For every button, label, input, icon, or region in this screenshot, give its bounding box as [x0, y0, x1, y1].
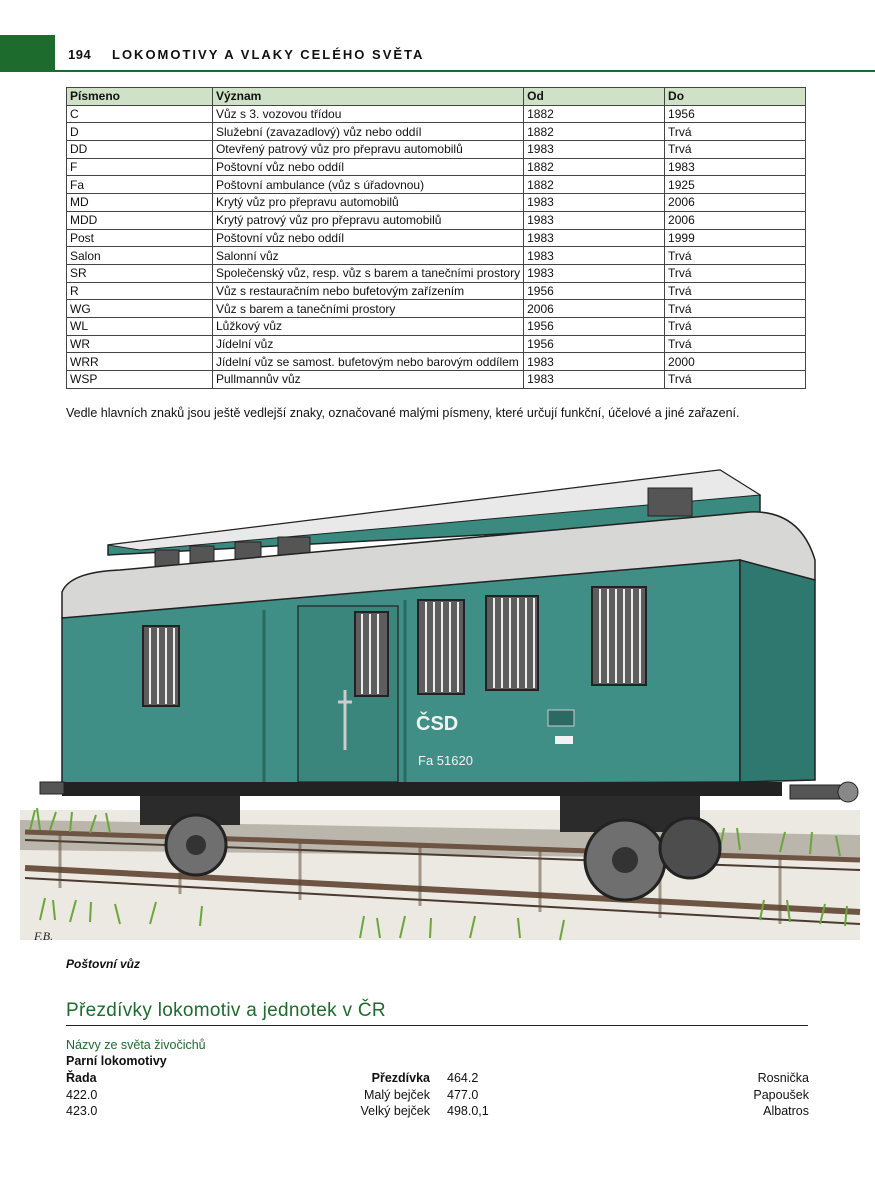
table-row: [67, 194, 806, 212]
cell-from: 1983: [524, 264, 665, 282]
table-row: [67, 282, 806, 300]
series-value: 423.0: [66, 1104, 98, 1118]
table-row: [67, 176, 806, 194]
cell-to: Trvá: [665, 371, 806, 389]
column-header-meaning: Význam: [212, 88, 523, 106]
cell-letter: WL: [67, 317, 213, 335]
series-header: Řada: [66, 1071, 97, 1085]
nickname-row: [447, 1103, 809, 1120]
cell-letter: WRR: [67, 353, 213, 371]
cell-letter: R: [67, 282, 213, 300]
cell-meaning: Krytý patrový vůz pro přepravu automobilů: [212, 211, 523, 229]
cell-from: 1983: [524, 194, 665, 212]
cell-to: 1956: [665, 105, 806, 123]
nickname-value: Papoušek: [753, 1087, 809, 1102]
cell-to: 1999: [665, 229, 806, 247]
cell-from: 1882: [524, 158, 665, 176]
cell-meaning: Vůz s 3. vozovou třídou: [212, 105, 523, 123]
cell-meaning: Vůz s restauračním nebo bufetovým zařízením: [212, 282, 523, 300]
cell-meaning: Poštovní ambulance (vůz s úřadovnou): [212, 176, 523, 194]
cell-from: 1882: [524, 123, 665, 141]
table-row: [67, 264, 806, 282]
section-title: Přezdívky lokomotiv a jednotek v ČR: [66, 1000, 386, 1021]
cell-meaning: Salonní vůz: [212, 247, 523, 265]
cell-to: Trvá: [665, 335, 806, 353]
cell-to: Trvá: [665, 141, 806, 159]
series-value: 464.2: [447, 1071, 479, 1085]
nickname-row: [447, 1070, 809, 1087]
illustration-caption: Poštovní vůz: [66, 957, 141, 971]
underframe: [62, 782, 782, 796]
cell-to: 2006: [665, 194, 806, 212]
column-header-from: Od: [524, 88, 665, 106]
cell-to: 1983: [665, 158, 806, 176]
nickname-row: [66, 1087, 430, 1104]
subhead-steam: Parní lokomotivy: [66, 1054, 167, 1068]
cell-meaning: Pullmannův vůz: [212, 371, 523, 389]
cell-meaning: Služební (zavazadlový) vůz nebo oddíl: [212, 123, 523, 141]
cell-from: 1983: [524, 211, 665, 229]
cell-from: 1983: [524, 353, 665, 371]
table-row: [67, 141, 806, 159]
cell-letter: D: [67, 123, 213, 141]
table-header-row: [67, 88, 806, 106]
series-value: 498.0,1: [447, 1104, 489, 1118]
cell-letter: Fa: [67, 176, 213, 194]
cell-to: Trvá: [665, 300, 806, 318]
cell-from: 1956: [524, 317, 665, 335]
cell-from: 1983: [524, 247, 665, 265]
header-rule: [55, 70, 875, 72]
cell-letter: MD: [67, 194, 213, 212]
note-text: Vedle hlavních znaků jsou ještě vedlejší znaky, označované malými písmeny, které určují funkční, účelové a jiné zařazení.: [66, 406, 740, 420]
page-number: 194: [68, 47, 92, 62]
cell-from: 1983: [524, 141, 665, 159]
table-row: [67, 158, 806, 176]
cell-from: 1882: [524, 176, 665, 194]
column-header-letter: Písmeno: [67, 88, 213, 106]
cell-to: Trvá: [665, 123, 806, 141]
cell-letter: WSP: [67, 371, 213, 389]
cell-from: 1983: [524, 371, 665, 389]
cell-letter: WR: [67, 335, 213, 353]
cell-meaning: Krytý vůz pro přepravu automobilů: [212, 194, 523, 212]
nickname-list-right: [447, 1070, 809, 1120]
car-end: [740, 560, 815, 782]
nickname-list-left: [66, 1070, 430, 1120]
table-row: [67, 353, 806, 371]
cell-from: 1956: [524, 282, 665, 300]
cell-letter: C: [67, 105, 213, 123]
car-code-table: [66, 87, 806, 389]
cell-letter: SR: [67, 264, 213, 282]
cell-letter: WG: [67, 300, 213, 318]
table-row: [67, 335, 806, 353]
cell-to: Trvá: [665, 247, 806, 265]
cell-letter: MDD: [67, 211, 213, 229]
cell-meaning: Poštovní vůz nebo oddíl: [212, 158, 523, 176]
cell-letter: F: [67, 158, 213, 176]
series-value: 422.0: [66, 1087, 98, 1102]
nickname-value: Albatros: [763, 1104, 809, 1118]
cell-letter: DD: [67, 141, 213, 159]
table-row: [67, 300, 806, 318]
table-row: [67, 247, 806, 265]
nickname-header: Přezdívka: [371, 1071, 430, 1085]
cell-meaning: Jídelní vůz: [212, 335, 523, 353]
nickname-header-row: [66, 1070, 430, 1087]
table-row: [67, 105, 806, 123]
cell-meaning: Společenský vůz, resp. vůz s barem a tanečními prostory: [212, 264, 523, 282]
cell-to: Trvá: [665, 282, 806, 300]
nickname-value: Velký bejček: [360, 1104, 430, 1118]
table-row: [67, 123, 806, 141]
section-rule: [66, 1025, 808, 1026]
cell-meaning: Otevřený patrový vůz pro přepravu automobilů: [212, 141, 523, 159]
artist-signature: F.B.: [34, 929, 54, 943]
plate: [555, 736, 573, 744]
column-header-to: Do: [665, 88, 806, 106]
cell-from: 1882: [524, 105, 665, 123]
postal-car-illustration: [0, 440, 875, 952]
mail-slot: [548, 710, 574, 726]
running-title: LOKOMOTIVY A VLAKY CELÉHO SVĚTA: [112, 47, 425, 62]
cell-to: Trvá: [665, 317, 806, 335]
nickname-row: [66, 1103, 430, 1120]
cell-meaning: Poštovní vůz nebo oddíl: [212, 229, 523, 247]
header-accent-tab: [0, 35, 55, 72]
cell-meaning: Vůz s barem a tanečními prostory: [212, 300, 523, 318]
table-row: [67, 229, 806, 247]
table-row: [67, 211, 806, 229]
cell-from: 1983: [524, 229, 665, 247]
nickname-row: [447, 1087, 809, 1104]
cell-letter: Post: [67, 229, 213, 247]
cell-meaning: Lůžkový vůz: [212, 317, 523, 335]
cell-to: 2006: [665, 211, 806, 229]
car-number: Fa 51620: [418, 753, 473, 768]
cell-letter: Salon: [67, 247, 213, 265]
cell-to: 1925: [665, 176, 806, 194]
cell-to: Trvá: [665, 264, 806, 282]
cell-meaning: Jídelní vůz se samost. bufetovým nebo barovým oddílem: [212, 353, 523, 371]
cell-to: 2000: [665, 353, 806, 371]
series-value: 477.0: [447, 1087, 479, 1102]
cell-from: 2006: [524, 300, 665, 318]
nickname-value: Malý bejček: [364, 1087, 430, 1102]
nickname-value: Rosnička: [757, 1071, 809, 1085]
subsection-title: Názvy ze světa živočichů: [66, 1038, 206, 1052]
table-row: [67, 371, 806, 389]
table-row: [67, 317, 806, 335]
cell-from: 1956: [524, 335, 665, 353]
car-marking: ČSD: [416, 713, 459, 735]
